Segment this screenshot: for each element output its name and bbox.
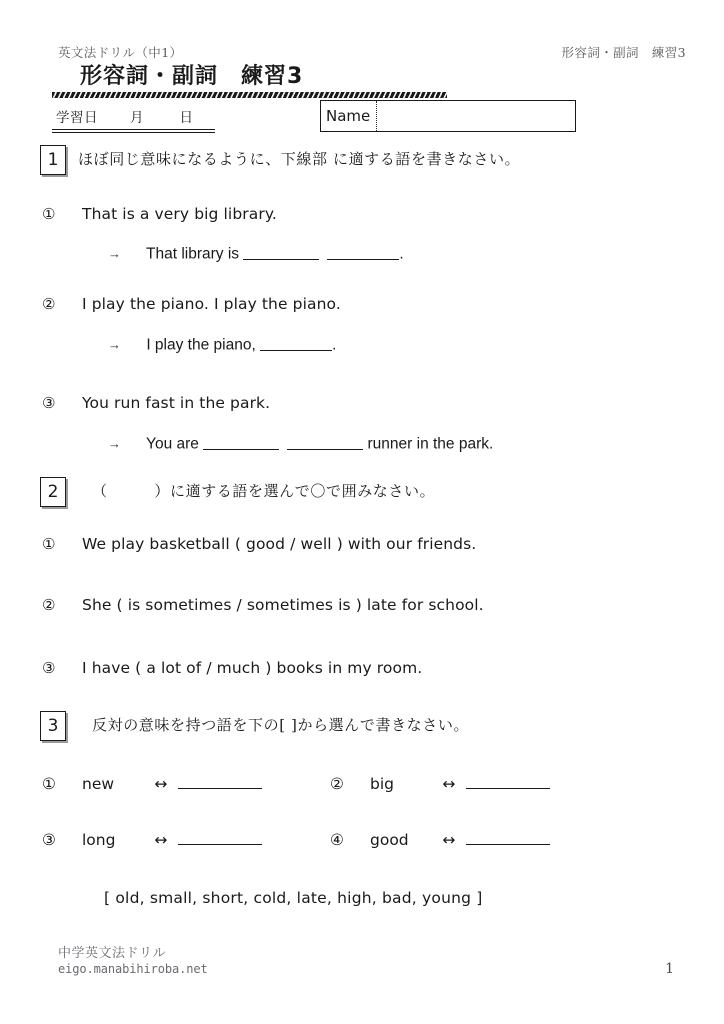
antonym-pair-3 (42, 828, 262, 849)
antonym-pair-1-blank[interactable] (178, 772, 262, 789)
antonym-pair-3-word: long (82, 831, 116, 850)
antonym-row-2 (0, 828, 724, 858)
antonym-pair-4 (330, 828, 550, 849)
study-date-month-label: 月 (130, 110, 144, 126)
item-1-1-marker: ① (42, 205, 56, 223)
item-1-2-prompt: I play the piano. I play the piano. (82, 295, 341, 313)
item-1-2-marker: ② (42, 295, 56, 313)
antonym-pair-1-marker: ① (42, 775, 56, 794)
item-2-2-marker: ② (42, 596, 56, 614)
section-2-header (0, 477, 724, 511)
section-2 (0, 477, 724, 511)
running-head-right: 形容詞・副詞 練習3 (561, 45, 686, 60)
antonym-pair-3-blank[interactable] (178, 828, 262, 845)
section-3-instruction: 反対の意味を持つ語を下の[ ]から選んで書きなさい。 (92, 716, 470, 734)
section-1-header (0, 145, 724, 179)
item-2-3-marker: ③ (42, 659, 56, 677)
section-3-header (0, 711, 724, 745)
item-2-3 (0, 659, 724, 679)
section-1-instruction: ほぼ同じ意味になるように、下線部 に適する語を書きなさい。 (78, 150, 521, 168)
section-2-number: 2 (40, 477, 66, 507)
item-1-3-marker: ③ (42, 394, 56, 412)
footer-brand: 中学英文法ドリル (58, 946, 167, 961)
antonym-arrow-icon: ↔ (154, 831, 168, 850)
study-date-rule (52, 129, 215, 133)
item-1-1 (0, 205, 724, 225)
item-1-2-answer-prefix: I play the piano, (146, 336, 261, 354)
antonym-pair-2 (330, 772, 550, 793)
item-1-1-answer-prefix: That library is (146, 245, 244, 263)
antonym-pair-2-marker: ② (330, 775, 344, 794)
item-2-2 (0, 596, 724, 616)
antonym-arrow-icon: ↔ (154, 775, 168, 794)
item-1-3 (0, 394, 724, 414)
item-1-1-blank-a[interactable] (243, 243, 319, 260)
arrow-icon: → (108, 246, 121, 262)
item-1-2-answer (108, 334, 336, 354)
antonym-pair-2-word: big (370, 775, 394, 794)
page-title (52, 64, 447, 98)
antonym-arrow-icon: ↔ (442, 831, 456, 850)
item-1-3-blank-a[interactable] (203, 433, 279, 450)
study-date-field[interactable] (52, 106, 215, 133)
name-input[interactable] (377, 101, 575, 131)
name-label: Name (321, 101, 377, 131)
section-3-number: 3 (40, 711, 66, 741)
item-2-1 (0, 535, 724, 555)
footer-url: eigo.manabihiroba.net (58, 962, 208, 976)
section-2-instruction: （ ）に適する語を選んで〇で囲みなさい。 (92, 482, 436, 500)
item-1-2 (0, 295, 724, 315)
antonym-arrow-icon: ↔ (442, 775, 456, 794)
item-1-3-blank-b[interactable] (287, 433, 363, 450)
page-title-text: 形容詞・副詞 練習3 (80, 64, 304, 89)
item-1-1-answer-suffix: . (399, 245, 404, 263)
item-1-1-prompt: That is a very big library. (82, 205, 277, 223)
arrow-icon: → (108, 436, 121, 452)
running-head-left: 英文法ドリル（中1） (58, 45, 183, 60)
study-date-label: 学習日 (56, 110, 98, 126)
item-2-2-prompt[interactable]: She ( is sometimes / sometimes is ) late for school. (82, 596, 484, 614)
antonym-pair-4-marker: ④ (330, 831, 344, 850)
antonym-pair-1 (42, 772, 262, 793)
arrow-icon: → (108, 337, 121, 353)
item-2-3-prompt[interactable]: I have ( a lot of / much ) books in my room. (82, 659, 423, 677)
section-1 (0, 145, 724, 179)
title-decorative-rule (52, 92, 447, 98)
item-1-3-answer-suffix: runner in the park. (363, 435, 494, 453)
item-1-1-blank-b[interactable] (327, 243, 399, 260)
item-1-2-answer-suffix: . (332, 336, 337, 354)
item-2-1-prompt[interactable]: We play basketball ( good / well ) with our friends. (82, 535, 477, 553)
section-1-number: 1 (40, 145, 66, 175)
antonym-pair-3-marker: ③ (42, 831, 56, 850)
name-box[interactable] (320, 100, 576, 132)
item-1-3-answer (108, 433, 493, 453)
item-2-1-marker: ① (42, 535, 56, 553)
item-1-1-answer (108, 243, 404, 263)
antonym-pair-4-word: good (370, 831, 409, 850)
antonym-pair-4-blank[interactable] (466, 828, 550, 845)
item-1-3-answer-prefix: You are (146, 435, 204, 453)
antonym-row-1 (0, 772, 724, 802)
antonym-pair-1-word: new (82, 775, 115, 794)
antonym-pair-2-blank[interactable] (466, 772, 550, 789)
section-3 (0, 711, 724, 745)
item-1-2-blank-a[interactable] (260, 334, 332, 351)
study-date-day-label: 日 (179, 110, 193, 126)
word-bank: [ old, small, short, cold, late, high, bad, young ] (104, 889, 483, 907)
footer-page-number: 1 (665, 961, 674, 977)
item-1-3-prompt: You run fast in the park. (82, 394, 271, 412)
